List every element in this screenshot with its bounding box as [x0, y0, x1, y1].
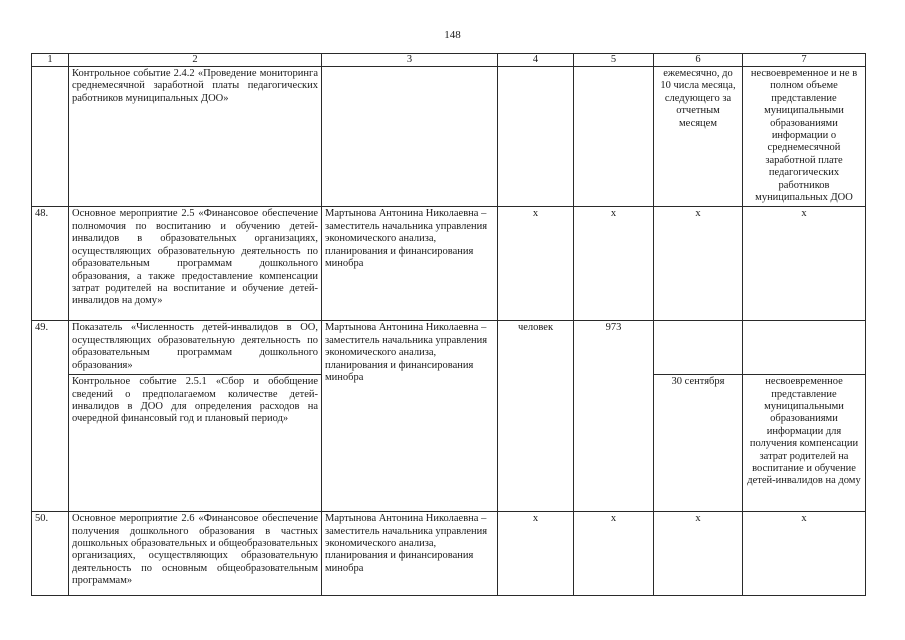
table-row	[32, 207, 866, 321]
row-number: 50.	[32, 512, 69, 596]
header-col-2: 2	[69, 54, 322, 67]
measure-name: Показатель «Численность детей-инвалидов в ОО, осуществляющих образовательную деятельность по образовательным программам дошкольного образования»	[69, 321, 322, 375]
risk: несвоевременное и не в полном объеме представление муниципальными образованиями информации о среднемесячной заработной плате педагогических работников муниципальных ДОО	[743, 67, 866, 207]
measure-name: Контрольное событие 2.4.2 «Проведение мониторинга среднемесячной заработной платы педагогических работников муниципальных ДОО»	[69, 67, 322, 207]
header-row	[32, 54, 866, 67]
header-col-5: 5	[574, 54, 654, 67]
unit: х	[498, 207, 574, 321]
table-row	[32, 321, 866, 375]
value: х	[574, 512, 654, 596]
header-col-7: 7	[743, 54, 866, 67]
value	[574, 67, 654, 207]
page-number: 148	[444, 29, 461, 41]
responsible-person: Мартынова Антонина Николаевна – заместитель начальника управления экономического анализа, планирования и финансирования минобра	[322, 207, 498, 321]
header-col-3: 3	[322, 54, 498, 67]
measure-name: Контрольное событие 2.5.1 «Сбор и обобщение сведений о предполагаемом количестве детей-инвалидов в ДОО для определения расходов на очередной финансовый год и плановый период»	[69, 375, 322, 512]
measure-name: Основное мероприятие 2.6 «Финансовое обеспечение получения дошкольного образования в частных дошкольных образовательных и общеобразовательных организациях, осуществляющих образовательную деятельность по основным общеобразовательным программам»	[69, 512, 322, 596]
header-col-4: 4	[498, 54, 574, 67]
deadline: ежемесячно, до 10 числа месяца, следующего за отчетным месяцем	[654, 67, 743, 207]
responsible-person	[322, 67, 498, 207]
responsible-person: Мартынова Антонина Николаевна – заместитель начальника управления экономического анализа, планирования и финансирования минобра	[322, 321, 498, 512]
deadline	[654, 321, 743, 375]
row-number: 48.	[32, 207, 69, 321]
unit: человек	[498, 321, 574, 512]
row-number	[32, 67, 69, 207]
deadline: х	[654, 207, 743, 321]
risk: несвоевременное представление муниципальными образованиями информации для получения компенсации затрат родителей на воспитание и обучение детей-инвалидов на дому	[743, 375, 866, 512]
deadline: х	[654, 512, 743, 596]
row-number: 49.	[32, 321, 69, 512]
unit: х	[498, 512, 574, 596]
header-col-6: 6	[654, 54, 743, 67]
deadline: 30 сентября	[654, 375, 743, 512]
risk: х	[743, 512, 866, 596]
value: 973	[574, 321, 654, 512]
value: х	[574, 207, 654, 321]
table-row	[32, 512, 866, 596]
risk	[743, 321, 866, 375]
responsible-person: Мартынова Антонина Николаевна – заместитель начальника управления экономического анализа, планирования и финансирования минобра	[322, 512, 498, 596]
table-row	[32, 67, 866, 207]
header-col-1: 1	[32, 54, 69, 67]
measure-name: Основное мероприятие 2.5 «Финансовое обеспечение полномочия по воспитанию и обучению детей-инвалидов в образовательных организациях, осуществляющих образовательную деятельность по образовательным программам дошкольного образования, а также предоставление компенсации затрат родителей на воспитание и обучение детей-инвалидов на дому»	[69, 207, 322, 321]
risk: х	[743, 207, 866, 321]
plan-table	[31, 53, 866, 596]
unit	[498, 67, 574, 207]
